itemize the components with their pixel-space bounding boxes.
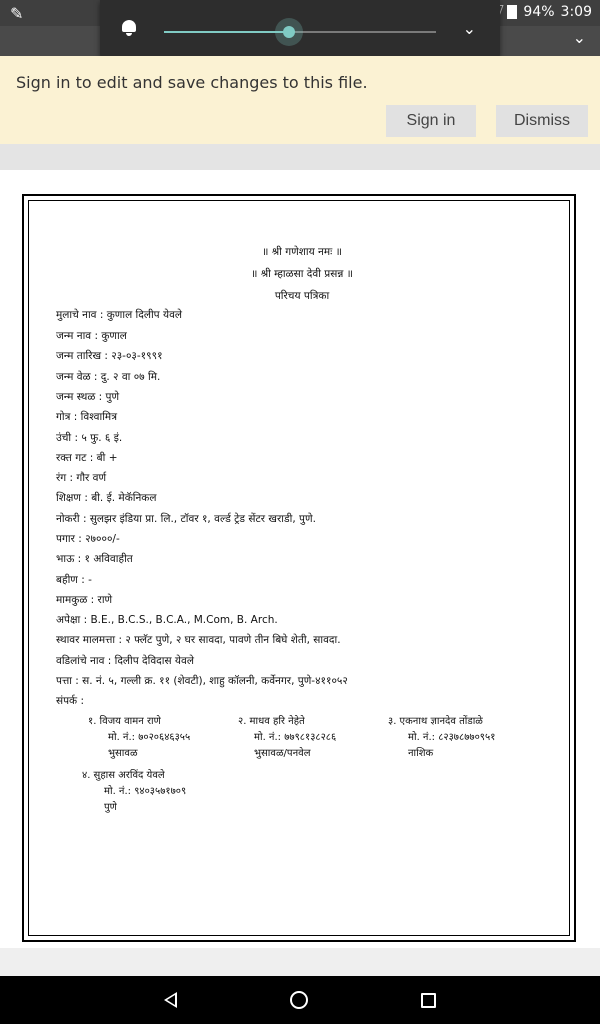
volume-panel [100, 0, 500, 58]
dismiss-button[interactable]: Dismiss [496, 105, 588, 137]
home-icon[interactable] [290, 991, 308, 1009]
navigation-bar [0, 976, 600, 1024]
detail-line: बहीण : - [56, 574, 92, 586]
contact-place: भुसावळ/पनवेल [254, 748, 311, 759]
detail-line: जन्म नाव : कुणाल [56, 330, 127, 342]
detail-line: उंची : ५ फु. ६ इं. [56, 432, 123, 444]
sign-in-button[interactable]: Sign in [386, 105, 476, 137]
volume-slider[interactable] [164, 31, 436, 33]
expand-chevron-icon[interactable]: ⌄ [462, 19, 476, 38]
volume-slider-fill [164, 31, 289, 33]
detail-line: अपेक्षा : B.E., B.C.S., B.C.A., M.Com, B. Arch. [56, 614, 278, 626]
contact-phone: मो. नं.: ८२३७८७७०९५१ [408, 732, 496, 743]
heading-1: ॥ श्री गणेशाय नमः ॥ [262, 246, 342, 258]
page-gap [0, 948, 600, 976]
clock: 3:09 [560, 4, 592, 20]
document-page[interactable] [0, 170, 600, 948]
detail-line: रक्त गट : बी + [56, 452, 118, 464]
chevron-down-icon[interactable]: ⌄ [572, 28, 586, 47]
detail-line: वडिलांचे नाव : दिलीप देविदास येवले [56, 655, 194, 667]
detail-line: मुलाचे नाव : कुणाल दिलीप येवले [56, 309, 183, 321]
detail-line: शिक्षण : बी. ई. मेकॅनिकल [56, 492, 157, 504]
detail-line: गोत्र : विश्वामित्र [56, 411, 118, 423]
contact-card [88, 714, 190, 762]
divider [0, 144, 600, 170]
battery-icon [507, 5, 517, 19]
status-indicators [487, 4, 592, 20]
notification-icon: ✎ [10, 4, 24, 23]
detail-line: जन्म तारिख : २३-०३-१९९१ [56, 350, 163, 362]
detail-line: जन्म स्थळ : पुणे [56, 391, 120, 403]
contact-card [238, 714, 336, 762]
contact-phone: मो. नं.: ७०२०६४६३५५ [108, 732, 191, 743]
contact-card [82, 768, 186, 816]
contact-phone: मो. नं.: ७७९८१३८२८६ [254, 732, 337, 743]
contact-place: पुणे [104, 802, 117, 813]
detail-line: संपर्क : [56, 695, 85, 707]
back-icon[interactable] [164, 992, 177, 1008]
heading-3: परिचय पत्रिका [274, 290, 330, 302]
detail-line: नोकरी : सुलझर इंडिया प्रा. लि., टॉवर १, वर्ल्ड ट्रेड सेंटर खराडी, पुणे. [56, 513, 316, 525]
contact-card [388, 714, 495, 762]
bell-icon[interactable] [122, 20, 136, 32]
contact-place: नाशिक [408, 748, 434, 759]
detail-line: मामकुळ : राणे [56, 594, 113, 606]
detail-line: जन्म वेळ : दु. २ वा ०७ मि. [56, 371, 161, 383]
banner-message: Sign in to edit and save changes to this file. [16, 73, 368, 92]
contact-name: २. माधव हरि नेहेते [238, 716, 305, 727]
page-border [22, 194, 576, 942]
recents-icon[interactable] [421, 993, 436, 1008]
detail-line: रंग : गौर वर्ण [56, 472, 107, 484]
detail-line: भाऊ : १ अविवाहीत [56, 553, 133, 565]
contact-name: १. विजय वामन राणे [88, 716, 161, 727]
contact-place: भुसावळ [108, 748, 138, 759]
detail-line: पगार : २७०००/- [56, 533, 120, 545]
contact-phone: मो. नं.: ९४०३५७१७०९ [104, 786, 187, 797]
detail-line: पत्ता : स. नं. ५, गल्ली क्र. ११ (शेवटी), शाहु कॉलनी, कर्वेनगर, पुणे-४११०५२ [56, 675, 348, 687]
volume-slider-thumb[interactable] [283, 26, 295, 38]
contact-name: ३. एकनाथ ज्ञानदेव तोंडाळे [388, 716, 483, 727]
detail-line: स्थावर मालमत्ता : २ फ्लॅट पुणे, २ घर सावदा, पावणे तीन बिघे शेती, सावदा. [56, 634, 341, 646]
heading-2: ॥ श्री म्हाळसा देवी प्रसन्न ॥ [251, 268, 353, 280]
contact-name: ४. सुहास अरविंद येवले [82, 770, 165, 781]
battery-level: 94% [523, 4, 555, 20]
